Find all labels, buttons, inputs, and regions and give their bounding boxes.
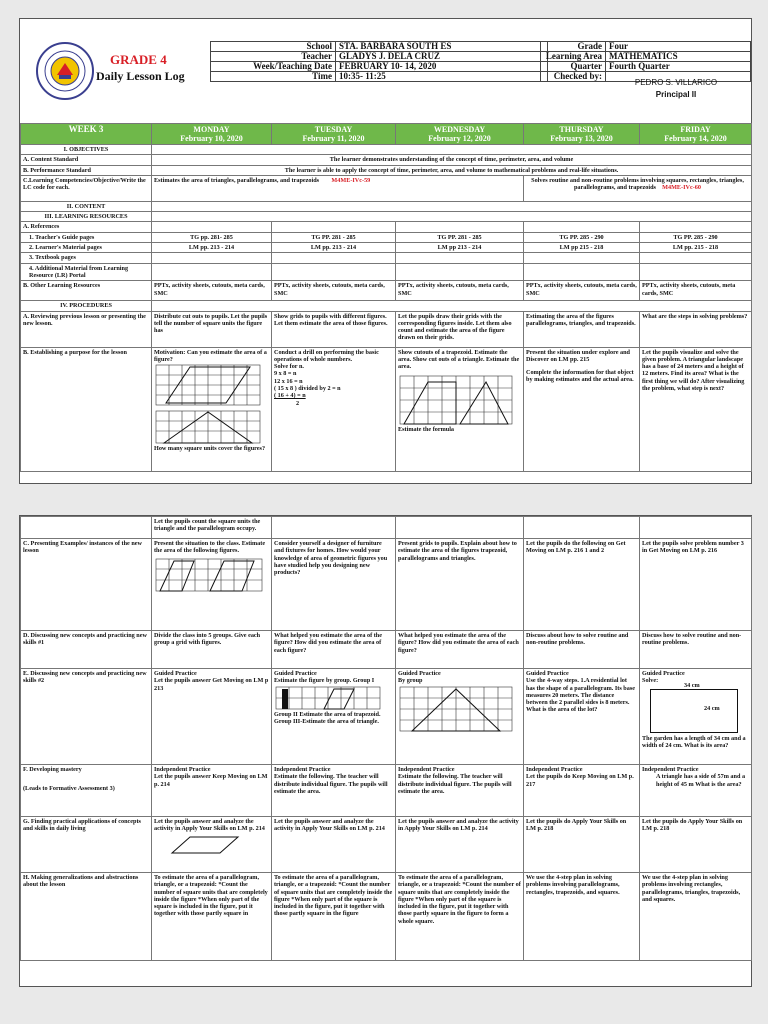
examples-label: C. Presenting Examples/ instances of the new lesson [21,539,152,631]
grid-triangle-figure [154,409,264,445]
day-header-row [21,124,752,145]
applications-label: G. Finding practical applications of concepts and skills in daily living [21,817,152,873]
new-concepts-1-label: D. Discussing new concepts and practicing new skills #1 [21,631,152,669]
applications-tuesday: Let the pupils answer and analyze the activity in Apply Your Skills on LM p. 214 [272,817,396,873]
new-concepts-2-friday: Guided Practice Solve: 34 cm 24 cm The garden has a length of 34 cm and a width of 24 cm. What is its area? [640,669,752,765]
day-tuesday: TUESDAY February 11, 2020 [272,124,396,145]
parallelogram-figure [170,835,240,855]
other-resources-label: B. Other Learning Resources [21,281,152,301]
tg-friday: TG PP. 285 - 290 [640,232,752,242]
references-label: A. References [21,222,152,232]
generalization-friday: We use the 4-step plan in solving problems involving rectangles, parallelograms, triangles, trapezoids, and squares. [640,873,752,961]
content-standard-label: A. Content Standard [21,155,152,165]
week-number: WEEK 3 [21,124,152,145]
other-thursday: PPTx, activity sheets, cutouts, meta cards, SMC [524,281,640,301]
grid-examples-figure [154,557,266,593]
new-concepts-1-tuesday: What helped you estimate the area of the figure? How did you estimate the area of each figure? [272,631,396,669]
lm-friday: LM pp. 215 - 218 [640,243,752,253]
lm-tuesday: LM pp. 213 - 214 [272,243,396,253]
additional-material-label: 4. Additional Material from Learning Resource (LR) Portal [21,263,152,281]
checker-title: Principal II [655,90,697,99]
lesson-table-page-2 [20,516,752,961]
purpose-friday: Let the pupils visualize and solve the given problem. A triangular landscape has a base of 24 meters and a height of 12 meters. Find its area? What is the first thing we will do? After visualizing the problem, what step is next? [640,347,752,471]
examples-friday: Let the pupils solve problem number 3 in Get Moving on LM p. 216 [640,539,752,631]
objectives-heading: I. OBJECTIVES [21,145,152,155]
mastery-friday: Independent Practice A triangle has a side of 57m and a height of 45 m What is the area? [640,765,752,817]
competency-code-59: M4ME-IVc-59 [331,176,371,184]
teacher-label: Teacher [211,52,336,62]
generalization-label: H. Making generalizations and abstractions about the lesson [21,873,152,961]
mastery-wednesday: Independent Practice Estimate the following. The teacher will distribute individual figure. The pupils will estimate the area. [396,765,524,817]
teacher-value: GLADYS J. DELA CRUZ [336,52,548,62]
learning-area-label: Learning Area [541,52,606,62]
content-heading: II. CONTENT [21,201,152,211]
checked-by-label: Checked by: [541,72,606,82]
applications-friday: Let the pupils do Apply Your Skills on LM p. 218 [640,817,752,873]
performance-standard-label: B. Performance Standard [21,165,152,175]
new-concepts-1-monday: Divide the class into 5 groups. Give each group a grid with figures. [152,631,272,669]
tg-thursday: TG PP. 285 - 290 [524,232,640,242]
purpose-monday: Motivation: Can you estimate the area of a figure? How many square units cover the figures? [152,347,272,471]
lm-monday: LM pp. 213 - 214 [152,243,272,253]
competency-thursday: Solves routine and non-routine problems involving squares, rectangles, triangles, parallelograms, and trapezoids M4ME-IVc-60 [524,175,752,201]
competency-code-60: M4ME-IVc-60 [662,184,701,192]
garden-rectangle-figure [642,681,749,735]
tg-label: 1. Teacher's Guide pages [21,232,152,242]
review-label: A. Reviewing previous lesson or presenting the new lesson. [21,311,152,347]
grid-trapezoid-figure [398,374,516,426]
new-concepts-2-label: E. Discussing new concepts and practicing new skills #2 [21,669,152,765]
resources-heading: III. LEARNING RESOURCES [21,212,152,222]
daily-lesson-log-title: Daily Lesson Log [96,69,185,83]
grade-title: GRADE 4 [110,52,167,67]
mastery-thursday: Independent Practice Let the pupils do Keep Moving on LM p. 217 [524,765,640,817]
review-wednesday: Let the pupils draw their grids with the corresponding figures inside. Let them also count and estimate the area of the figure drawn on their grids. [396,311,524,347]
lm-thursday: LM pp 215 - 218 [524,243,640,253]
info-table-left [210,41,548,82]
content-standard-text: The learner demonstrates understanding of the concept of time, perimeter, area, and volume [152,155,752,165]
performance-standard-text: The learner is able to apply the concept of time, perimeter, area, and volume to mathematical problems and real-life situations. [152,165,752,175]
info-table-right [540,41,751,82]
count-squares-monday: Let the pupils count the square units the triangle and the parallelogram occupy. [152,517,272,539]
lesson-header [20,19,751,123]
checker-name: PEDRO S. VILLARICO [634,78,718,87]
page-2 [19,515,752,987]
tg-monday: TG pp. 281- 285 [152,232,272,242]
review-tuesday: Show grids to pupils with different figures. Let them estimate the area of those figures. [272,311,396,347]
mastery-label: F. Developing mastery (Leads to Formative Assessment 3) [21,765,152,817]
generalization-tuesday: To estimate the area of a parallelogram, triangle, or a trapezoid: *Count the number of square units that are completely inside the figure *When only part of the square is included in the figure, put it together with those partly square in the figure [272,873,396,961]
examples-monday: Present the situation to the class. Estimate the area of the following figures. [152,539,272,631]
new-concepts-1-thursday: Discuss about how to solve routine and non-routine problems. [524,631,640,669]
new-concepts-2-thursday: Guided Practice Use the 4-way steps. 1.A residential lot has the shape of a parallelogram. Its base measures 20 meters. The distance between the 2 parallel sides is 8 meters. What is the area of the lot? [524,669,640,765]
mastery-tuesday: Independent Practice Estimate the following. The teacher will distribute individual figure. The pupils will estimate the area. [272,765,396,817]
purpose-label: B. Establishing a purpose for the lesson [21,347,152,471]
review-friday: What are the steps in solving problems? [640,311,752,347]
page-1 [19,18,752,484]
textbook-label: 3. Textbook pages [21,253,152,263]
new-concepts-1-friday: Discuss how to solve routine and non-routine problems. [640,631,752,669]
new-concepts-2-monday: Guided Practice Let the pupils answer Get Moving on LM p 213 [152,669,272,765]
day-wednesday: WEDNESDAY February 12, 2020 [396,124,524,145]
other-monday: PPTx, activity sheets, cutouts, meta cards, SMC [152,281,272,301]
review-thursday: Estimating the area of the figures parallelograms, triangles, and trapezoids. [524,311,640,347]
examples-wednesday: Present grids to pupils. Explain about how to estimate the area of the figures trapezoid, parallelograms and triangles. [396,539,524,631]
school-value: STA. BARBARA SOUTH ES [336,42,548,52]
tg-wednesday: TG PP. 281 - 285 [396,232,524,242]
day-monday: MONDAY February 10, 2020 [152,124,272,145]
school-label: School [211,42,336,52]
applications-thursday: Let the pupils do Apply Your Skills on LM p. 218 [524,817,640,873]
week-label: Week/Teaching Date [211,62,336,72]
week-value: FEBRUARY 10- 14, 2020 [336,62,548,72]
other-tuesday: PPTx, activity sheets, cutouts, meta cards, SMC [272,281,396,301]
generalization-thursday: We use the 4-step plan in solving problems involving parallelograms, rectangles, trapezoids, and squares. [524,873,640,961]
purpose-wednesday: Show cutouts of a trapezoid. Estimate the area. Show cut outs of a triangle. Estimate the area. Estimate the formula [396,347,524,471]
new-concepts-1-wednesday: What helped you estimate the area of the figure? How did you estimate the area of each figure? [396,631,524,669]
procedures-heading: IV. PROCEDURES [21,301,152,311]
grade-label: Grade [541,42,606,52]
applications-wednesday: Let the pupils answer and analyze the activity in Apply Your Skills on LM p. 214 [396,817,524,873]
garden-width-label: 24 cm [704,704,720,712]
time-label: Time [211,72,336,82]
grid-parallelogram-figure [154,363,264,407]
examples-thursday: Let the pupils do the following on Get Moving on LM p. 216 1 and 2 [524,539,640,631]
new-concepts-2-wednesday: Guided Practice By group [396,669,524,765]
group-figures-grid [274,685,384,711]
competencies-label: C.Learning Competencies/Objective/Write the LC code for each. [21,175,152,201]
day-thursday: THURSDAY February 13, 2020 [524,124,640,145]
generalization-wednesday: To estimate the area of a parallelogram, triangle, or a trapezoid: *Count the number of square units that are completely inside the figure *When only part of the square is included in the figure, put it together with those partly square in the figure to form a whole square. [396,873,524,961]
lm-wednesday: LM pp 213 - 214 [396,243,524,253]
time-value: 10:35- 11:25 [336,72,548,82]
new-concepts-2-tuesday: Guided Practice Estimate the figure by group. Group I Group II Estimate the area of trapezoid. Group III-Estimate the area of triangle. [272,669,396,765]
day-friday: FRIDAY February 14, 2020 [640,124,752,145]
competency-monday: Estimates the area of triangles, parallelograms, and trapezoids M4ME-IVc-59 [152,175,524,201]
mastery-monday: Independent Practice Let the pupils answer Keep Moving on LM p. 214 [152,765,272,817]
tg-tuesday: TG PP. 281 - 285 [272,232,396,242]
learning-area-value: MATHEMATICS [606,52,751,62]
group-trapezoid-grid [398,685,516,733]
lesson-table-page-1 [20,123,752,472]
examples-tuesday: Consider yourself a designer of furniture and fixtures for homes. How would your knowledge of area of geometric figures you have studied help you designing new products? [272,539,396,631]
grade-value: Four [606,42,751,52]
quarter-value: Fourth Quarter [606,62,751,72]
generalization-monday: To estimate the area of a parallelogram, triangle, or a trapezoid: *Count the number of square units that are completely inside the figure *When only part of the square is included in the figure, put it together with those partly square in [152,873,272,961]
quarter-label: Quarter [541,62,606,72]
review-monday: Distribute cut outs to pupils. Let the pupils tell the number of square units the figure has [152,311,272,347]
deped-seal-icon [35,41,95,101]
purpose-thursday: Present the situation under explore and Discover on LM pp. 215 Complete the information for that object by making estimates and the actual area. [524,347,640,471]
purpose-tuesday: Conduct a drill on performing the basic operations of whole numbers. Solve for n. 9 x 8 = n 12 x 16 = n ( 15 x 8 ) divided by 2 = n ( 16 + 4) = n 2 [272,347,396,471]
other-wednesday: PPTx, activity sheets, cutouts, meta cards, SMC [396,281,524,301]
garden-length-label: 34 cm [684,681,700,689]
lm-label: 2. Learner's Material pages [21,243,152,253]
other-friday: PPTx, activity sheets, cutouts, meta cards, SMC [640,281,752,301]
applications-monday: Let the pupils answer and analyze the activity in Apply Your Skills on LM p. 214 [152,817,272,873]
